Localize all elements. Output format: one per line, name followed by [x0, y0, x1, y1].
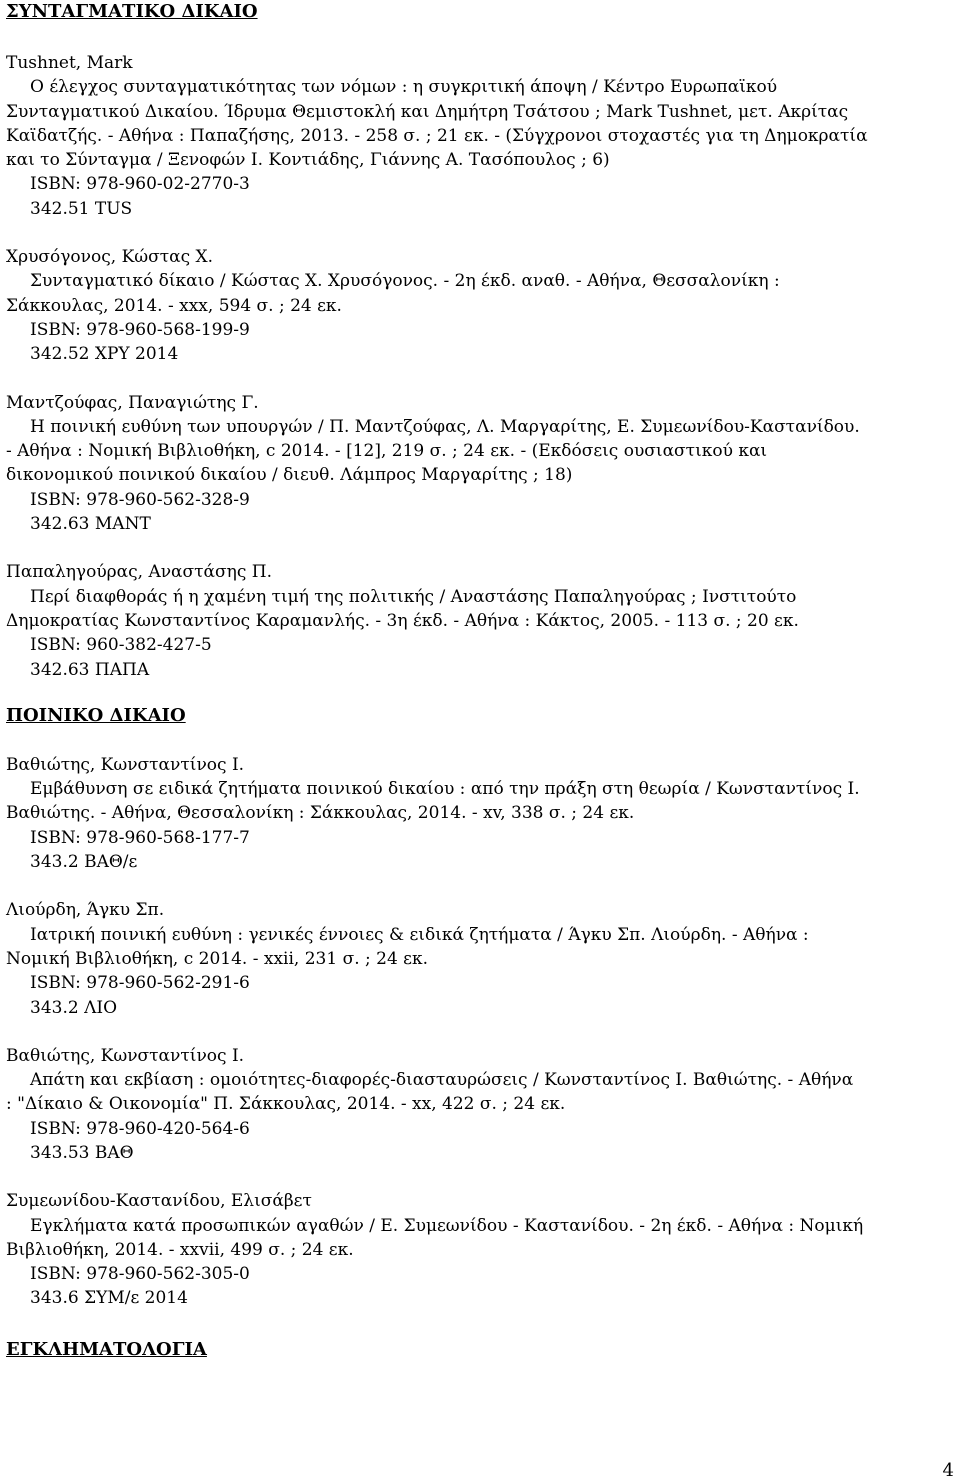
- entry-call-number: 342.51 TUS: [30, 198, 133, 219]
- entry-author: Λιούρδη, Άγκυ Σπ.: [6, 900, 165, 921]
- entry-call-number: 342.63 ΜΑΝΤ: [30, 514, 151, 535]
- entry-call-number: 343.2 ΛΙΟ: [30, 997, 118, 1018]
- entry-title-line: Εγκλήματα κατά προσωπικών αγαθών / Ε. Συμεωνίδου - Καστανίδου. - 2η έκδ. - Αθήνα : Νομική: [30, 1215, 864, 1236]
- entry-isbn: ISBN: 978-960-568-199-9: [30, 319, 250, 340]
- catalog-entry: [6, 245, 954, 366]
- catalog-entry: [6, 898, 954, 1019]
- entry-author: Παπαληγούρας, Αναστάσης Π.: [6, 562, 272, 583]
- entry-title-line: - Αθήνα : Νομική Βιβλιοθήκη, c 2014. - [12], 219 σ. ; 24 εκ. - (Εκδόσεις ουσιαστικού και: [6, 441, 768, 462]
- catalog-entry: [6, 51, 954, 221]
- entry-call-number: 342.63 ΠΑΠΑ: [30, 659, 150, 680]
- entry-title-line: Σάκκουλας, 2014. - xxx, 594 σ. ; 24 εκ.: [6, 295, 342, 316]
- page-number: 4: [942, 1460, 954, 1481]
- entry-isbn: ISBN: 978-960-02-2770-3: [30, 174, 250, 195]
- section-heading-constitutional: ΣΥΝΤΑΓΜΑΤΙΚΟ ΔΙΚΑΙΟ: [6, 1, 258, 22]
- entry-call-number: 343.2 ΒΑΘ/ε: [30, 852, 138, 873]
- entry-call-number: 343.53 ΒΑΘ: [30, 1142, 134, 1163]
- entry-title-line: : "Δίκαιο & Οικονομία" Π. Σάκκουλας, 2014. - xx, 422 σ. ; 24 εκ.: [6, 1094, 566, 1115]
- entry-isbn: ISBN: 978-960-562-328-9: [30, 489, 250, 510]
- entry-isbn: ISBN: 978-960-420-564-6: [30, 1118, 250, 1139]
- entry-title-line: Ο έλεγχος συνταγματικότητας των νόμων : η συγκριτική άποψη / Κέντρο Ευρωπαϊκού: [30, 77, 778, 98]
- entry-isbn: ISBN: 978-960-562-291-6: [30, 973, 250, 994]
- catalog-entry: [6, 391, 954, 537]
- entry-title-line: Εμβάθυνση σε ειδικά ζητήματα ποινικού δικαίου : από την πράξη στη θεωρία / Κωνσταντίνος Ι.: [30, 779, 860, 800]
- entry-title-line: Περί διαφθοράς ή η χαμένη τιμή της πολιτικής / Αναστάσης Παπαληγούρας ; Ινστιτούτο: [30, 586, 797, 607]
- entry-author: Μαντζούφας, Παναγιώτης Γ.: [6, 392, 259, 413]
- entry-isbn: ISBN: 960-382-427-5: [30, 635, 212, 656]
- entry-title-line: δικονομικού ποινικού δικαίου / διευθ. Λάμπρος Μαργαρίτης ; 18): [6, 465, 573, 486]
- entry-author: Βαθιώτης, Κωνσταντίνος Ι.: [6, 1045, 245, 1066]
- entry-title-line: Βαθιώτης. - Αθήνα, Θεσσαλονίκη : Σάκκουλας, 2014. - xv, 338 σ. ; 24 εκ.: [6, 803, 635, 824]
- entry-title-line: Συνταγματικό δίκαιο / Κώστας Χ. Χρυσόγονος. - 2η έκδ. αναθ. - Αθήνα, Θεσσαλονίκη :: [30, 271, 780, 292]
- entry-title-line: Ιατρική ποινική ευθύνη : γενικές έννοιες & ειδικά ζητήματα / Άγκυ Σπ. Λιούρδη. - Αθήνα :: [30, 924, 809, 945]
- catalog-entry: [6, 1044, 954, 1165]
- entry-call-number: 342.52 ΧΡΥ 2014: [30, 344, 179, 365]
- section-heading-criminal: ΠΟΙΝΙΚΟ ΔΙΚΑΙΟ: [6, 704, 186, 726]
- entry-title-line: Καϊδατζής. - Αθήνα : Παπαζήσης, 2013. - 258 σ. ; 21 εκ. - (Σύγχρονοι στοχαστές για τη Δημοκρατία: [6, 125, 868, 146]
- entry-isbn: ISBN: 978-960-562-305-0: [30, 1264, 250, 1285]
- entry-title-line: Απάτη και εκβίαση : ομοιότητες-διαφορές-διασταυρώσεις / Κωνσταντίνος Ι. Βαθιώτης. - Αθήνα: [30, 1070, 854, 1091]
- catalog-entry: [6, 753, 954, 874]
- entry-title-line: Συνταγματικού Δικαίου. Ίδρυμα Θεμιστοκλή και Δημήτρη Τσάτσου ; Mark Tushnet, μετ. Ακρίτας: [6, 101, 849, 122]
- entry-title-line: Νομική Βιβλιοθήκη, c 2014. - xxii, 231 σ. ; 24 εκ.: [6, 948, 429, 969]
- entry-title-line: Η ποινική ευθύνη των υπουργών / Π. Μαντζούφας, Λ. Μαργαρίτης, Ε. Συμεωνίδου-Καστανίδου.: [30, 416, 860, 437]
- entry-isbn: ISBN: 978-960-568-177-7: [30, 827, 250, 848]
- catalog-page: [6, 0, 954, 1362]
- catalog-entry: [6, 560, 954, 681]
- entry-title-line: Βιβλιοθήκη, 2014. - xxvii, 499 σ. ; 24 εκ.: [6, 1239, 354, 1260]
- section-heading-criminology: ΕΓΚΛΗΜΑΤΟΛΟΓΙΑ: [6, 1338, 207, 1360]
- entry-call-number: 343.6 ΣΥΜ/ε 2014: [30, 1288, 188, 1309]
- catalog-entry: [6, 1189, 954, 1310]
- entry-author: Tushnet, Mark: [6, 53, 133, 73]
- entry-title-line: και το Σύνταγμα / Ξενοφών Ι. Κοντιάδης, Γιάννης Α. Τασόπουλος ; 6): [6, 150, 610, 171]
- entry-author: Χρυσόγονος, Κώστας Χ.: [6, 247, 214, 268]
- entry-author: Συμεωνίδου-Καστανίδου, Ελισάβετ: [6, 1191, 312, 1212]
- entry-author: Βαθιώτης, Κωνσταντίνος Ι.: [6, 754, 245, 775]
- entry-title-line: Δημοκρατίας Κωνσταντίνος Καραμανλής. - 3η έκδ. - Αθήνα : Κάκτος, 2005. - 113 σ. ; 20 εκ.: [6, 610, 799, 631]
